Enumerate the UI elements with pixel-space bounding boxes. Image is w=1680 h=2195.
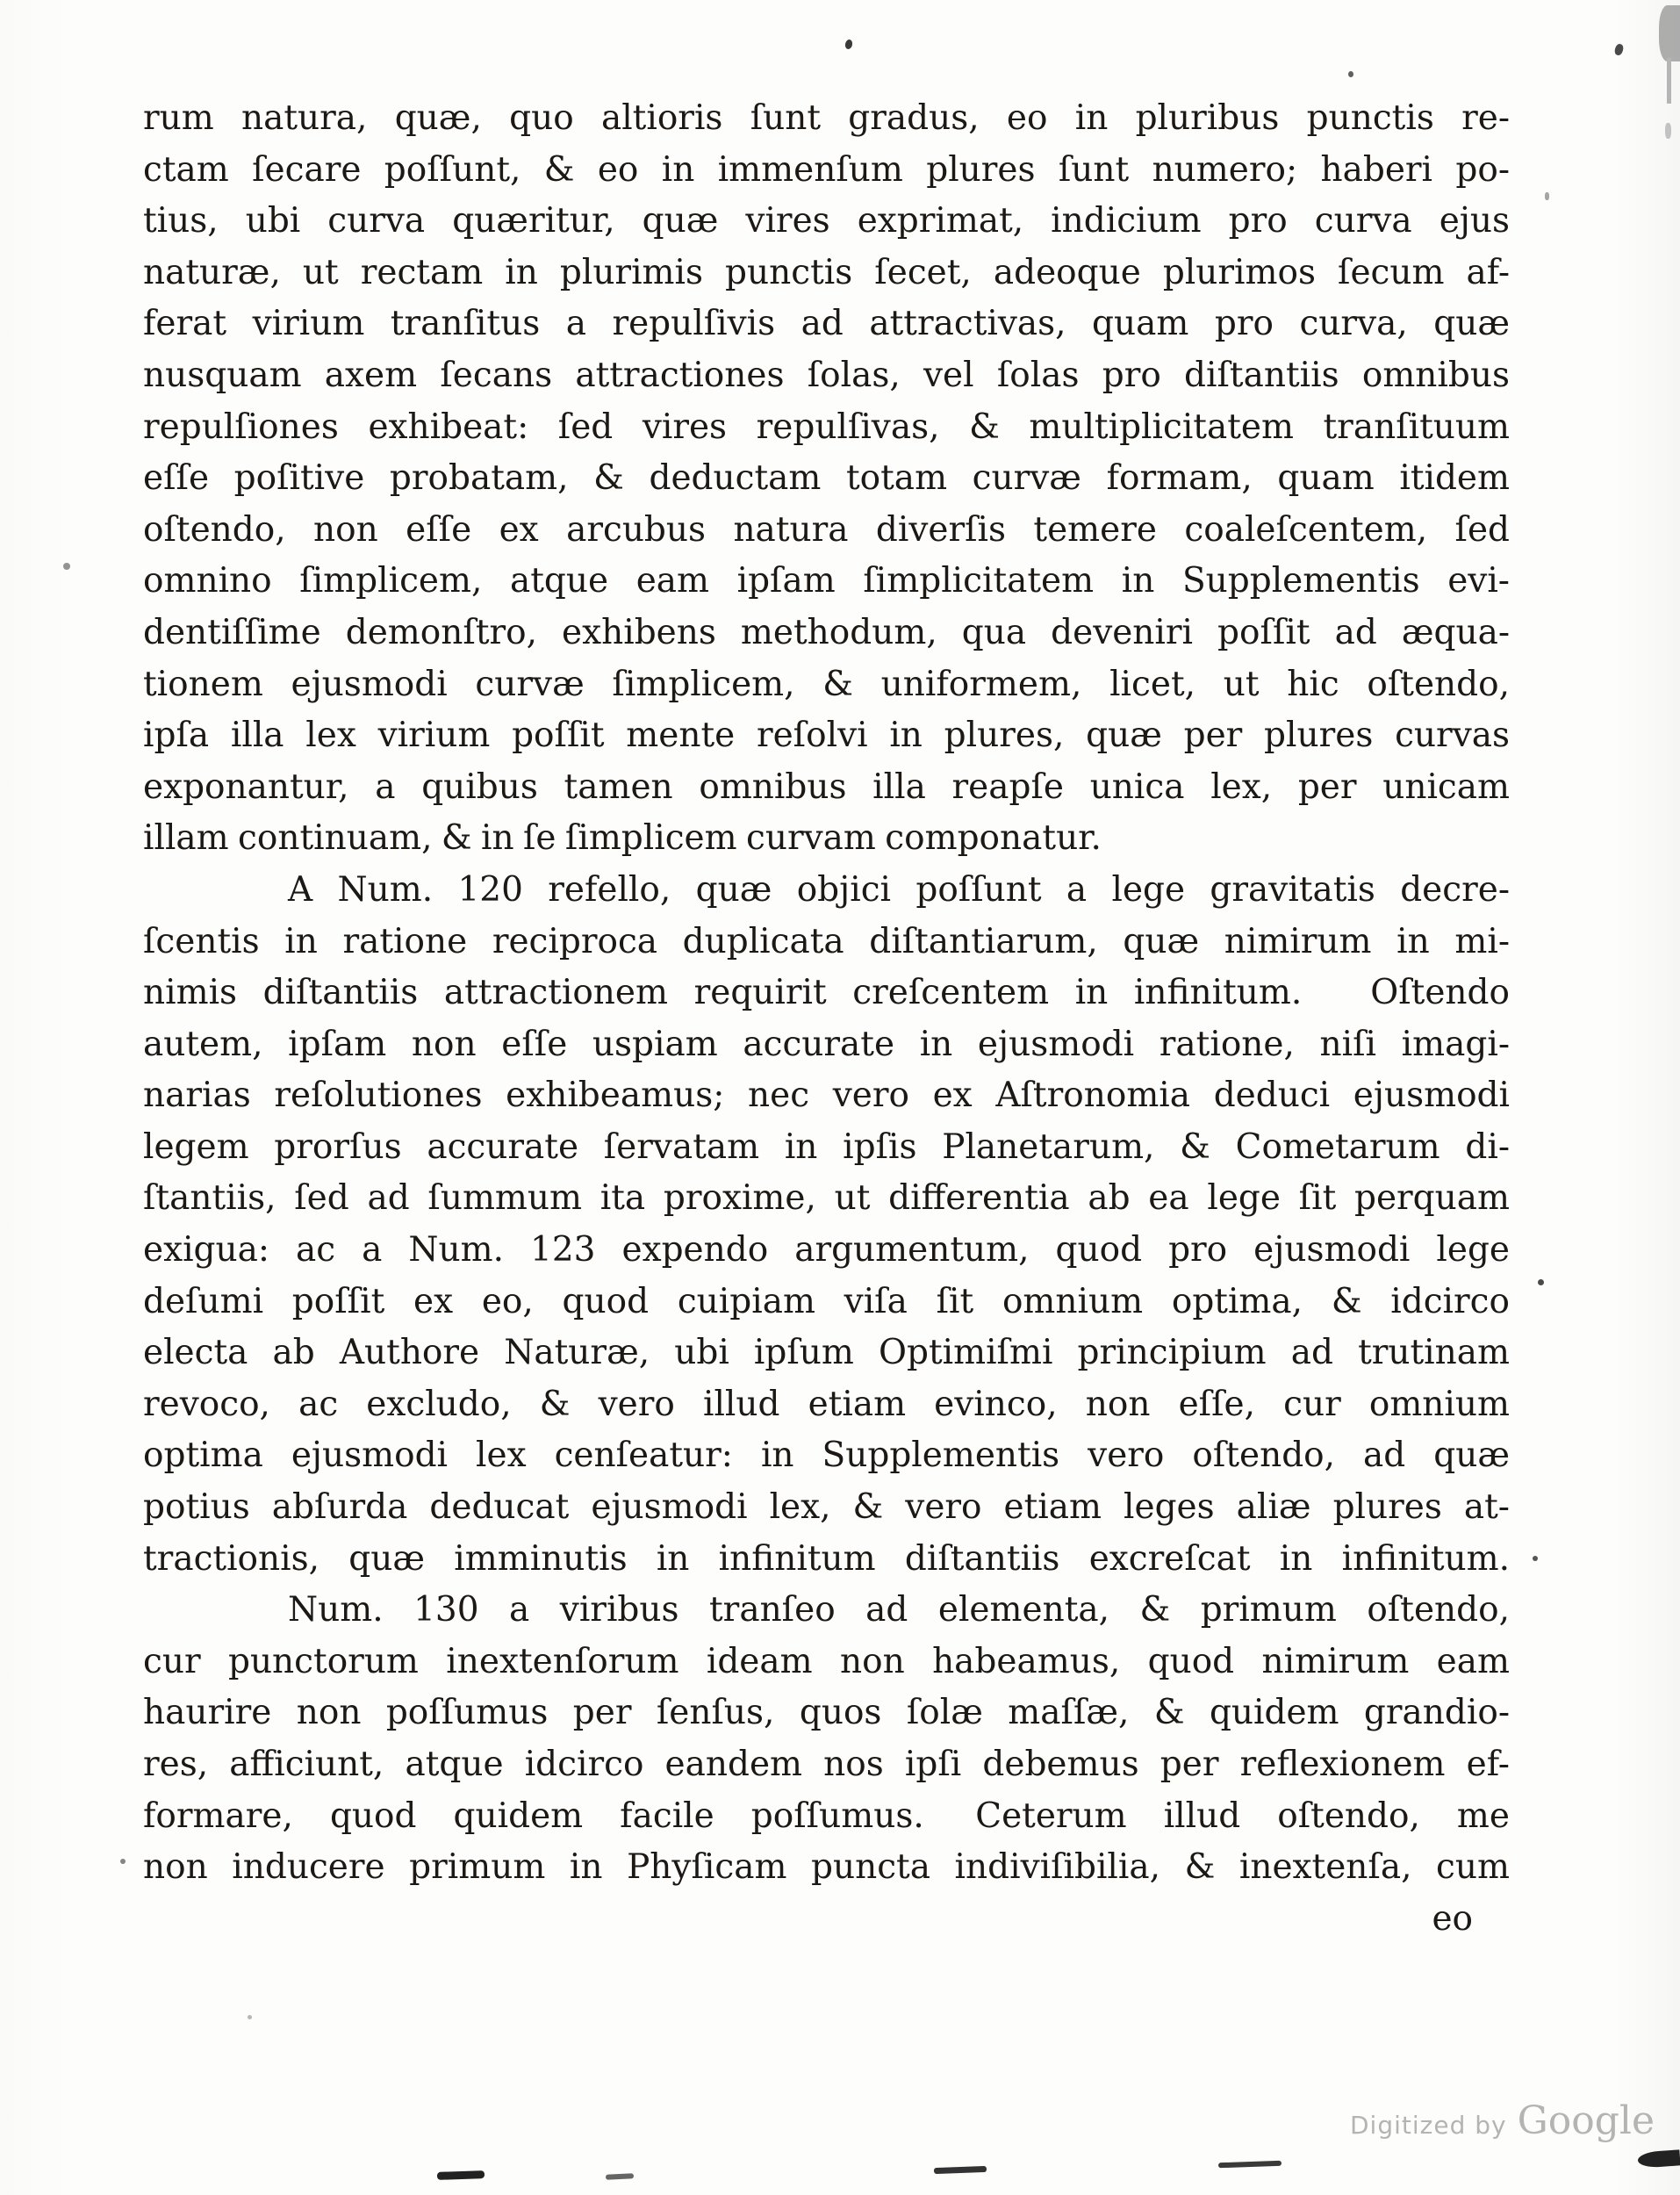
scan-artifact (437, 2170, 485, 2180)
scan-artifact (1538, 1279, 1544, 1285)
text-line: potius abſurda deducat ejusmodi lex, & vero etiam leges aliæ plures at- (143, 1487, 1510, 1528)
scan-artifact (1348, 71, 1353, 77)
watermark-prefix: Digitized by (1350, 2111, 1507, 2140)
text-line: repulſiones exhibeat: ſed vires repulſivas, & multiplicitatem tranſituum (143, 407, 1510, 447)
text-line-paragraph-start: A Num. 120 refello, quæ objici poſſunt a lege gravitatis decre- (288, 869, 1510, 910)
catchword: eo (1432, 1898, 1473, 1939)
text-line: cur punctorum inextenſorum ideam non habeamus, quod nimirum eam (143, 1641, 1510, 1681)
scan-artifact (1665, 123, 1671, 139)
text-line: narias reſolutiones exhibeamus; nec vero ex Aſtronomia deduci ejusmodi (143, 1076, 1510, 1116)
scan-artifact (63, 563, 70, 570)
scan-artifact (606, 2173, 634, 2180)
scan-artifact (1533, 1556, 1538, 1561)
scan-artifact (1667, 58, 1671, 104)
text-line: ſcentis in ratione reciproca duplicata diſtantiarum, quæ nimirum in mi- (143, 921, 1510, 961)
text-line: naturæ, ut rectam in plurimis punctis ſecet, adeoque plurimos ſecum af- (143, 252, 1510, 292)
text-line: tius, ubi curva quæritur, quæ vires exprimat, indicium pro curva ejus (143, 201, 1510, 241)
text-line-paragraph-end: illam continuam, & in ſe ſimplicem curvam componatur. (143, 818, 1102, 859)
text-block (143, 93, 1510, 1945)
text-line: haurire non poſſumus per ſenſus, quos ſolæ maſſæ, & quidem grandio- (143, 1693, 1510, 1733)
text-line: ctam ſecare poſſunt, & eo in immenſum plures ſunt numero; haberi po- (143, 149, 1510, 190)
text-line: oſtendo, non eſſe ex arcubus natura diverſis temere coaleſcentem, ſed (143, 509, 1510, 550)
text-line-paragraph-end: tractionis, quæ imminutis in infinitum diſtantiis excreſcat in infinitum. (143, 1538, 1510, 1579)
text-line: formare, quod quidem facile poſſumus. Ceterum illud oſtendo, me (143, 1796, 1510, 1836)
text-line: non inducere primum in Phyſicam puncta indiviſibilia, & inextenſa, cum (143, 1847, 1510, 1888)
scan-artifact (844, 39, 853, 49)
scan-artifact (934, 2166, 987, 2174)
text-line: exponantur, a quibus tamen omnibus illa reapſe unica lex, per unicam (143, 766, 1510, 807)
scan-artifact (1218, 2161, 1282, 2169)
text-line: eſſe poſitive probatam, & deductam totam curvæ formam, quam itidem (143, 458, 1510, 499)
text-line: ipſa illa lex virium poſſit mente reſolvi in plures, quæ per plures curvas (143, 716, 1510, 756)
google-watermark (1350, 2098, 1655, 2143)
scan-artifact (248, 2015, 252, 2019)
scan-artifact (1545, 192, 1549, 200)
text-line: electa ab Authore Naturæ, ubi ipſum Optimiſmi principium ad trutinam (143, 1333, 1510, 1373)
text-line: exigua: ac a Num. 123 expendo argumentum, quod pro ejusmodi lege (143, 1230, 1510, 1270)
text-line: dentiſſime demonſtro, exhibens methodum, qua deveniri poſſit ad æqua- (143, 612, 1510, 652)
scan-artifact (1637, 2149, 1680, 2168)
text-line: autem, ipſam non eſſe uspiam accurate in ejusmodi ratione, niſi imagi- (143, 1024, 1510, 1064)
text-line: res, afficiunt, atque idcirco eandem nos ipſi debemus per reflexionem ef- (143, 1745, 1510, 1784)
text-line: omnino ſimplicem, atque eam ipſam ſimplicitatem in Supplementis evi- (143, 561, 1510, 601)
text-line: legem prorſus accurate ſervatam in ipſis Planetarum, & Cometarum di- (143, 1126, 1510, 1167)
scan-artifact (1659, 5, 1680, 61)
text-line: optima ejusmodi lex cenſeatur: in Supplementis vero oſtendo, ad quæ (143, 1436, 1510, 1476)
text-line-paragraph-start: Num. 130 a viribus tranſeo ad elementa, & primum oſtendo, (288, 1590, 1510, 1630)
text-line: tionem ejusmodi curvæ ſimplicem, & uniformem, licet, ut hic oſtendo, (143, 664, 1510, 704)
text-line: nimis diſtantiis attractionem requirit creſcentem in infinitum. Oſtendo (143, 973, 1510, 1013)
text-line: deſumi poſſit ex eo, quod cuipiam viſa ſit omnium optima, & idcirco (143, 1281, 1510, 1321)
scan-artifact (120, 1859, 126, 1864)
scan-artifact (1613, 43, 1624, 56)
google-logo-text: Google (1517, 2098, 1655, 2143)
text-line: ſtantiis, ſed ad ſummum ita proxime, ut differentia ab ea lege ſit perquam (143, 1178, 1510, 1219)
text-line: rum natura, quæ, quo altioris ſunt gradus, eo in pluribus punctis re- (143, 98, 1510, 138)
text-line: ferat virium tranſitus a repulſivis ad attractivas, quam pro curva, quæ (143, 304, 1510, 344)
text-line: nusquam axem ſecans attractiones ſolas, vel ſolas pro diſtantiis omnibus (143, 355, 1510, 395)
text-line: revoco, ac excludo, & vero illud etiam evinco, non eſſe, cur omnium (143, 1384, 1510, 1424)
